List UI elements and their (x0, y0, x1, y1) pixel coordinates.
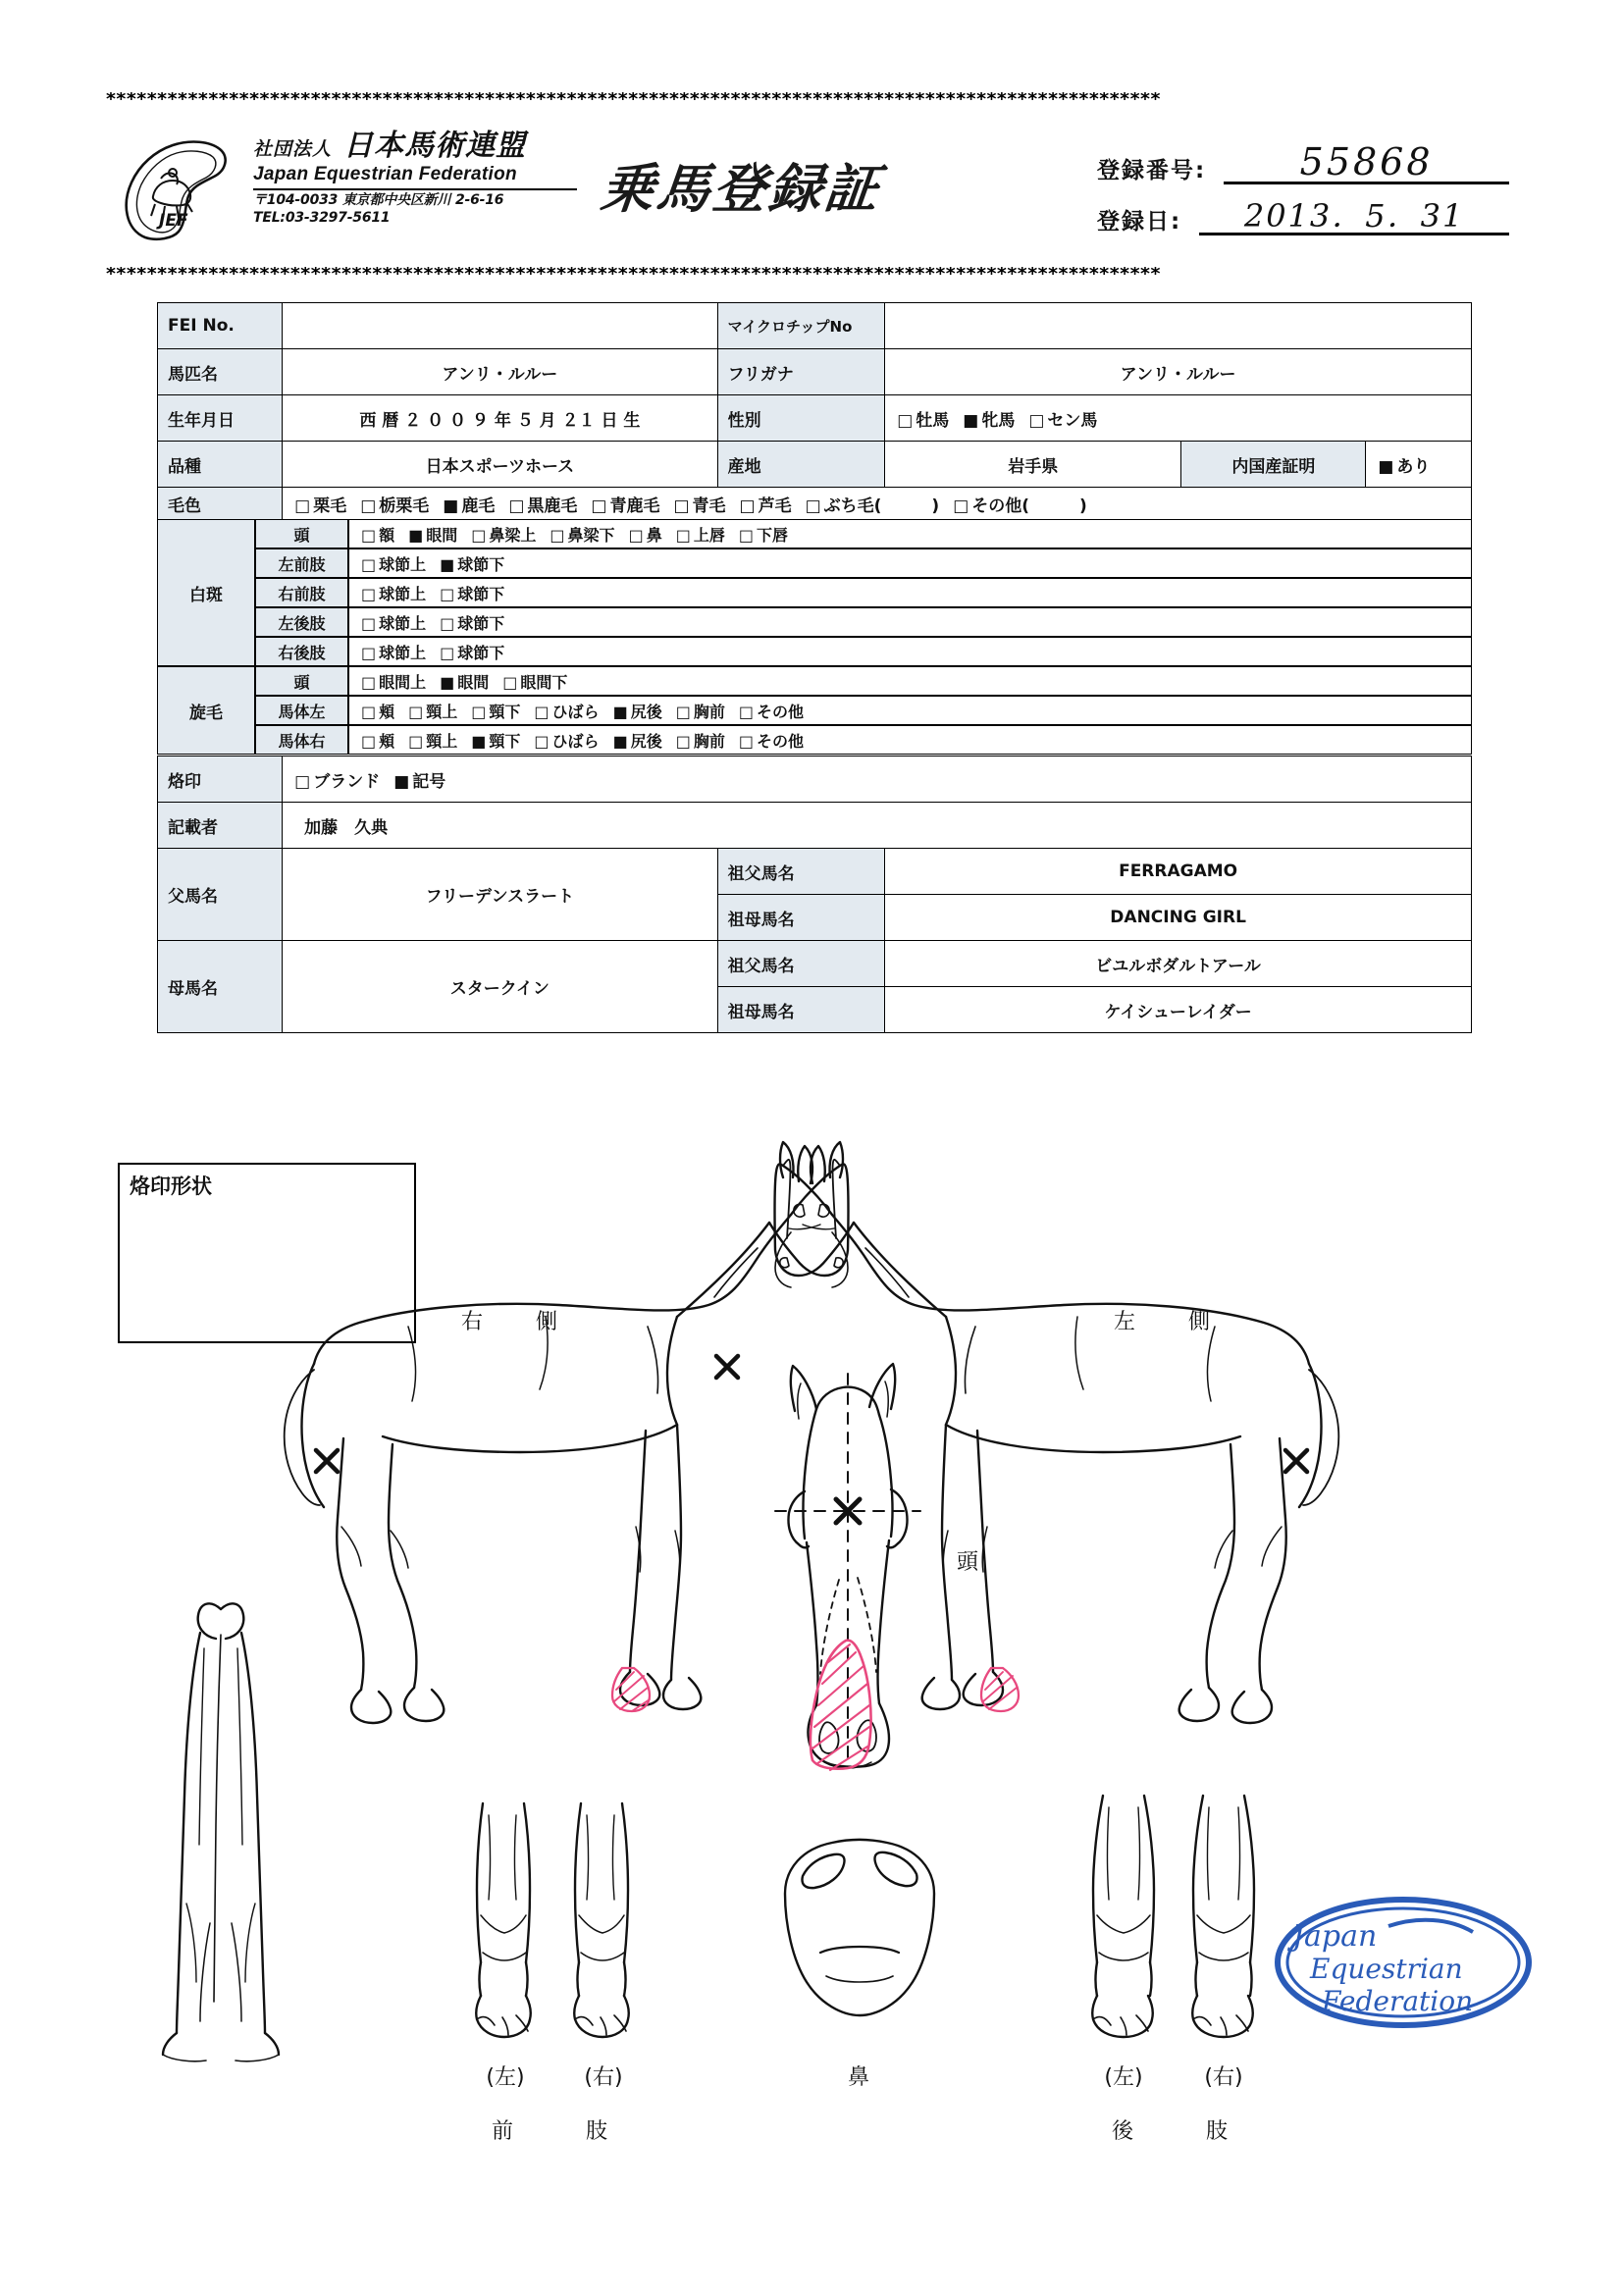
microchip-label: マイクロチップNo (717, 303, 885, 349)
white-markings-label: 白斑 (157, 519, 255, 666)
white-markings-part-頭: 頭 (255, 519, 348, 548)
table-row-coat (158, 488, 1472, 520)
registration-number-row (1097, 140, 1509, 184)
checkbox-栗毛[interactable]: □ 栗毛 (294, 492, 346, 516)
org-address: 〒104-0033 東京都中央区新川 2-6-16 (253, 192, 504, 208)
checkbox-馬体左-胸前[interactable]: □ 胸前 (676, 700, 725, 722)
checkbox-右前肢-球節下[interactable]: □ 球節下 (440, 582, 504, 604)
checkbox-頭-下唇[interactable]: □ 下唇 (739, 523, 788, 546)
stamp-line-2: Equestrian (1310, 1953, 1463, 1985)
checkbox-馬体右-頬[interactable]: □ 頬 (361, 729, 394, 752)
checkbox-左後肢-球節下[interactable]: □ 球節下 (440, 611, 504, 634)
jef-official-stamp (1271, 1889, 1536, 2036)
checkbox-牡馬[interactable]: □ 牡馬 (897, 406, 949, 431)
checkbox-頭-鼻梁上[interactable]: □ 鼻梁上 (471, 523, 536, 546)
coat-color-label: 毛色 (158, 488, 283, 520)
front-left-label: (左) (486, 2065, 525, 2090)
checkbox-芦毛[interactable]: □ 芦毛 (740, 492, 792, 516)
hind-limb-label: 後 肢 (1111, 2119, 1237, 2144)
checkbox-セン馬[interactable]: □ セン馬 (1028, 406, 1097, 431)
nose-label: 鼻 (847, 2065, 869, 2090)
origin-label: 産地 (717, 442, 885, 488)
dam-grandsire-value: ビユルボダルトアール (885, 941, 1472, 987)
birth-date-label: 生年月日 (158, 395, 283, 442)
horse-name-value: アンリ・ルルー (283, 349, 717, 395)
org-prefix: 社団法人 (253, 138, 333, 160)
checkbox-ぶち毛( )[interactable]: □ ぶち毛( ) (806, 492, 940, 516)
white-markings-part-左前肢: 左前肢 (255, 548, 348, 578)
breed-label: 品種 (158, 442, 283, 488)
hind-left-label: (左) (1104, 2065, 1143, 2090)
left-side-label: 左 側 (1114, 1310, 1227, 1334)
checkbox-頭-眼間[interactable]: ■ 眼間 (408, 523, 457, 546)
white-markings-options-右後肢[interactable] (348, 637, 1472, 666)
checkbox-青鹿毛[interactable]: □ 青鹿毛 (591, 492, 659, 516)
checkbox-記号[interactable]: ■ 記号 (393, 767, 445, 792)
sex-options[interactable] (885, 395, 1472, 442)
checkbox-馬体左-頬[interactable]: □ 頬 (361, 700, 394, 722)
head-view-label: 頭 (957, 1550, 979, 1575)
checkbox-馬体左-その他[interactable]: □ その他 (739, 700, 804, 722)
table-row-breed-origin (158, 442, 1472, 488)
table-row-dam-grandsire (158, 941, 1472, 987)
right-side-label: 右 側 (461, 1310, 574, 1334)
checkbox-馬体右-尻後[interactable]: ■ 尻後 (613, 729, 662, 752)
white-markings-options-左前肢[interactable] (348, 548, 1472, 578)
furigana-value: アンリ・ルルー (885, 349, 1472, 395)
checkbox-その他( )[interactable]: □ その他( ) (953, 492, 1087, 516)
organization-block (253, 131, 577, 226)
sire-label: 父馬名 (158, 849, 283, 941)
checkbox-あり[interactable]: ■ あり (1378, 452, 1430, 477)
brand-label: 烙印 (158, 757, 283, 803)
sire-granddam-value: DANCING GIRL (885, 895, 1472, 941)
checkbox-馬体右-その他[interactable]: □ その他 (739, 729, 804, 752)
brand-options[interactable] (283, 757, 1472, 803)
fei-no-label: FEI No. (158, 303, 283, 349)
brand-shape-box[interactable] (118, 1163, 416, 1343)
hind-right-label: (右) (1204, 2065, 1243, 2090)
domestic-cert-label: 内国産証明 (1181, 442, 1366, 488)
checkbox-馬体右-ひばら[interactable]: □ ひばら (534, 729, 599, 752)
checkbox-頭-眼間下[interactable]: □ 眼間下 (502, 670, 567, 693)
recorder-value: 加藤 久典 (283, 803, 1472, 849)
checkbox-左前肢-球節下[interactable]: ■ 球節下 (440, 552, 504, 575)
white-markings-options-右前肢[interactable] (348, 578, 1472, 607)
dam-value: スタークイン (283, 941, 717, 1033)
origin-value: 岩手県 (885, 442, 1181, 488)
checkbox-頭-額[interactable]: □ 額 (361, 523, 394, 546)
furigana-label: フリガナ (717, 349, 885, 395)
table-row-fei (158, 303, 1472, 349)
front-limb-label: 前 肢 (491, 2119, 617, 2144)
stamp-oval-icon (1271, 1889, 1536, 2036)
table-row-sire-grandsire (158, 849, 1472, 895)
whorl-options-馬体左[interactable] (348, 696, 1472, 725)
checkbox-馬体右-頸下[interactable]: ■ 頸下 (471, 729, 520, 752)
whorl-options-馬体右[interactable] (348, 725, 1472, 755)
whorl-label: 旋毛 (157, 666, 255, 755)
checkbox-馬体右-胸前[interactable]: □ 胸前 (676, 729, 725, 752)
microchip-value[interactable] (885, 303, 1472, 349)
stamp-line-1: Japan (1292, 1919, 1378, 1954)
checkbox-頭-鼻[interactable]: □ 鼻 (629, 523, 662, 546)
checkbox-馬体左-頸上[interactable]: □ 頸上 (408, 700, 457, 722)
whorl-options-頭[interactable] (348, 666, 1472, 696)
horse-name-label: 馬匹名 (158, 349, 283, 395)
document-header (106, 130, 1519, 257)
checkbox-青毛[interactable]: □ 青毛 (673, 492, 725, 516)
white-markings-options-左後肢[interactable] (348, 607, 1472, 637)
whorl-part-頭: 頭 (255, 666, 348, 696)
checkbox-馬体左-ひばら[interactable]: □ ひばら (534, 700, 599, 722)
checkbox-左後肢-球節上[interactable]: □ 球節上 (361, 611, 426, 634)
recorder-label: 記載者 (158, 803, 283, 849)
registration-date-row (1097, 197, 1509, 235)
sire-grandsire-label: 祖父馬名 (717, 849, 885, 895)
table-row-brand (158, 757, 1472, 803)
white-markings-part-右前肢: 右前肢 (255, 578, 348, 607)
registration-block (1097, 140, 1509, 251)
checkbox-鹿毛[interactable]: ■ 鹿毛 (443, 492, 495, 516)
org-name-ja: 日本馬術連盟 (343, 129, 527, 163)
org-divider (253, 188, 577, 190)
page-title: 乗馬登録証 (598, 158, 884, 220)
checkbox-頭-鼻梁下[interactable]: □ 鼻梁下 (550, 523, 614, 546)
dam-granddam-value: ケイシューレイダー (885, 987, 1472, 1033)
svg-text:JEF: JEF (159, 211, 188, 231)
fei-no-value[interactable] (283, 303, 717, 349)
checkbox-馬体左-尻後[interactable]: ■ 尻後 (613, 700, 662, 722)
dam-granddam-label: 祖母馬名 (717, 987, 885, 1033)
registration-number-label: 登録番号: (1097, 158, 1207, 183)
registration-date-value: 2013．5．31 (1199, 200, 1509, 235)
front-right-label: (右) (584, 2065, 623, 2090)
sire-granddam-label: 祖母馬名 (717, 895, 885, 941)
sire-grandsire-value: FERRAGAMO (885, 849, 1472, 895)
dam-grandsire-label: 祖父馬名 (717, 941, 885, 987)
domestic-cert-option[interactable] (1366, 442, 1472, 488)
org-telephone: TEL:03-3297-5611 (253, 210, 391, 227)
checkbox-頭-眼間上[interactable]: □ 眼間上 (361, 670, 426, 693)
checkbox-頭-上唇[interactable]: □ 上唇 (676, 523, 725, 546)
checkbox-ブランド[interactable]: □ ブランド (294, 767, 380, 792)
checkbox-馬体右-頸上[interactable]: □ 頸上 (408, 729, 457, 752)
checkbox-右後肢-球節下[interactable]: □ 球節下 (440, 641, 504, 663)
org-name-en: Japan Equestrian Federation (253, 164, 517, 184)
white-markings-part-右後肢: 右後肢 (255, 637, 348, 666)
checkbox-頭-眼間[interactable]: ■ 眼間 (440, 670, 489, 693)
whorl-part-馬体左: 馬体左 (255, 696, 348, 725)
table-row-name (158, 349, 1472, 395)
whorl-part-馬体右: 馬体右 (255, 725, 348, 755)
brand-shape-label: 烙印形状 (130, 1174, 212, 1198)
checkbox-黒鹿毛[interactable]: □ 黒鹿毛 (508, 492, 577, 516)
coat-color-options[interactable] (283, 488, 1472, 520)
registration-number-value: 55868 (1224, 143, 1509, 184)
star-rule-bottom: ******************************************************************************************************* (106, 267, 1161, 281)
white-markings-options-頭[interactable] (348, 519, 1472, 548)
table-row-birth-sex (158, 395, 1472, 442)
checkbox-栃栗毛[interactable]: □ 栃栗毛 (360, 492, 429, 516)
birth-date-value: 西 暦 ２ ０ ０ ９ 年 ５ 月 ２１ 日 生 (283, 395, 717, 442)
dam-label: 母馬名 (158, 941, 283, 1033)
checkbox-馬体左-頸下[interactable]: □ 頸下 (471, 700, 520, 722)
stamp-line-3: Federation (1322, 1985, 1474, 2017)
star-rule-top: ******************************************************************************************************* (106, 92, 1161, 106)
white-markings-part-左後肢: 左後肢 (255, 607, 348, 637)
checkbox-牝馬[interactable]: ■ 牝馬 (963, 406, 1015, 431)
sex-label: 性別 (717, 395, 885, 442)
breed-value: 日本スポーツホース (283, 442, 717, 488)
registration-date-label: 登録日: (1097, 209, 1182, 235)
table-row-recorder (158, 803, 1472, 849)
sire-value: フリーデンスラート (283, 849, 717, 941)
jef-logo-icon (116, 135, 238, 243)
checkbox-右後肢-球節上[interactable]: □ 球節上 (361, 641, 426, 663)
checkbox-左前肢-球節上[interactable]: □ 球節上 (361, 552, 426, 575)
checkbox-右前肢-球節上[interactable]: □ 球節上 (361, 582, 426, 604)
